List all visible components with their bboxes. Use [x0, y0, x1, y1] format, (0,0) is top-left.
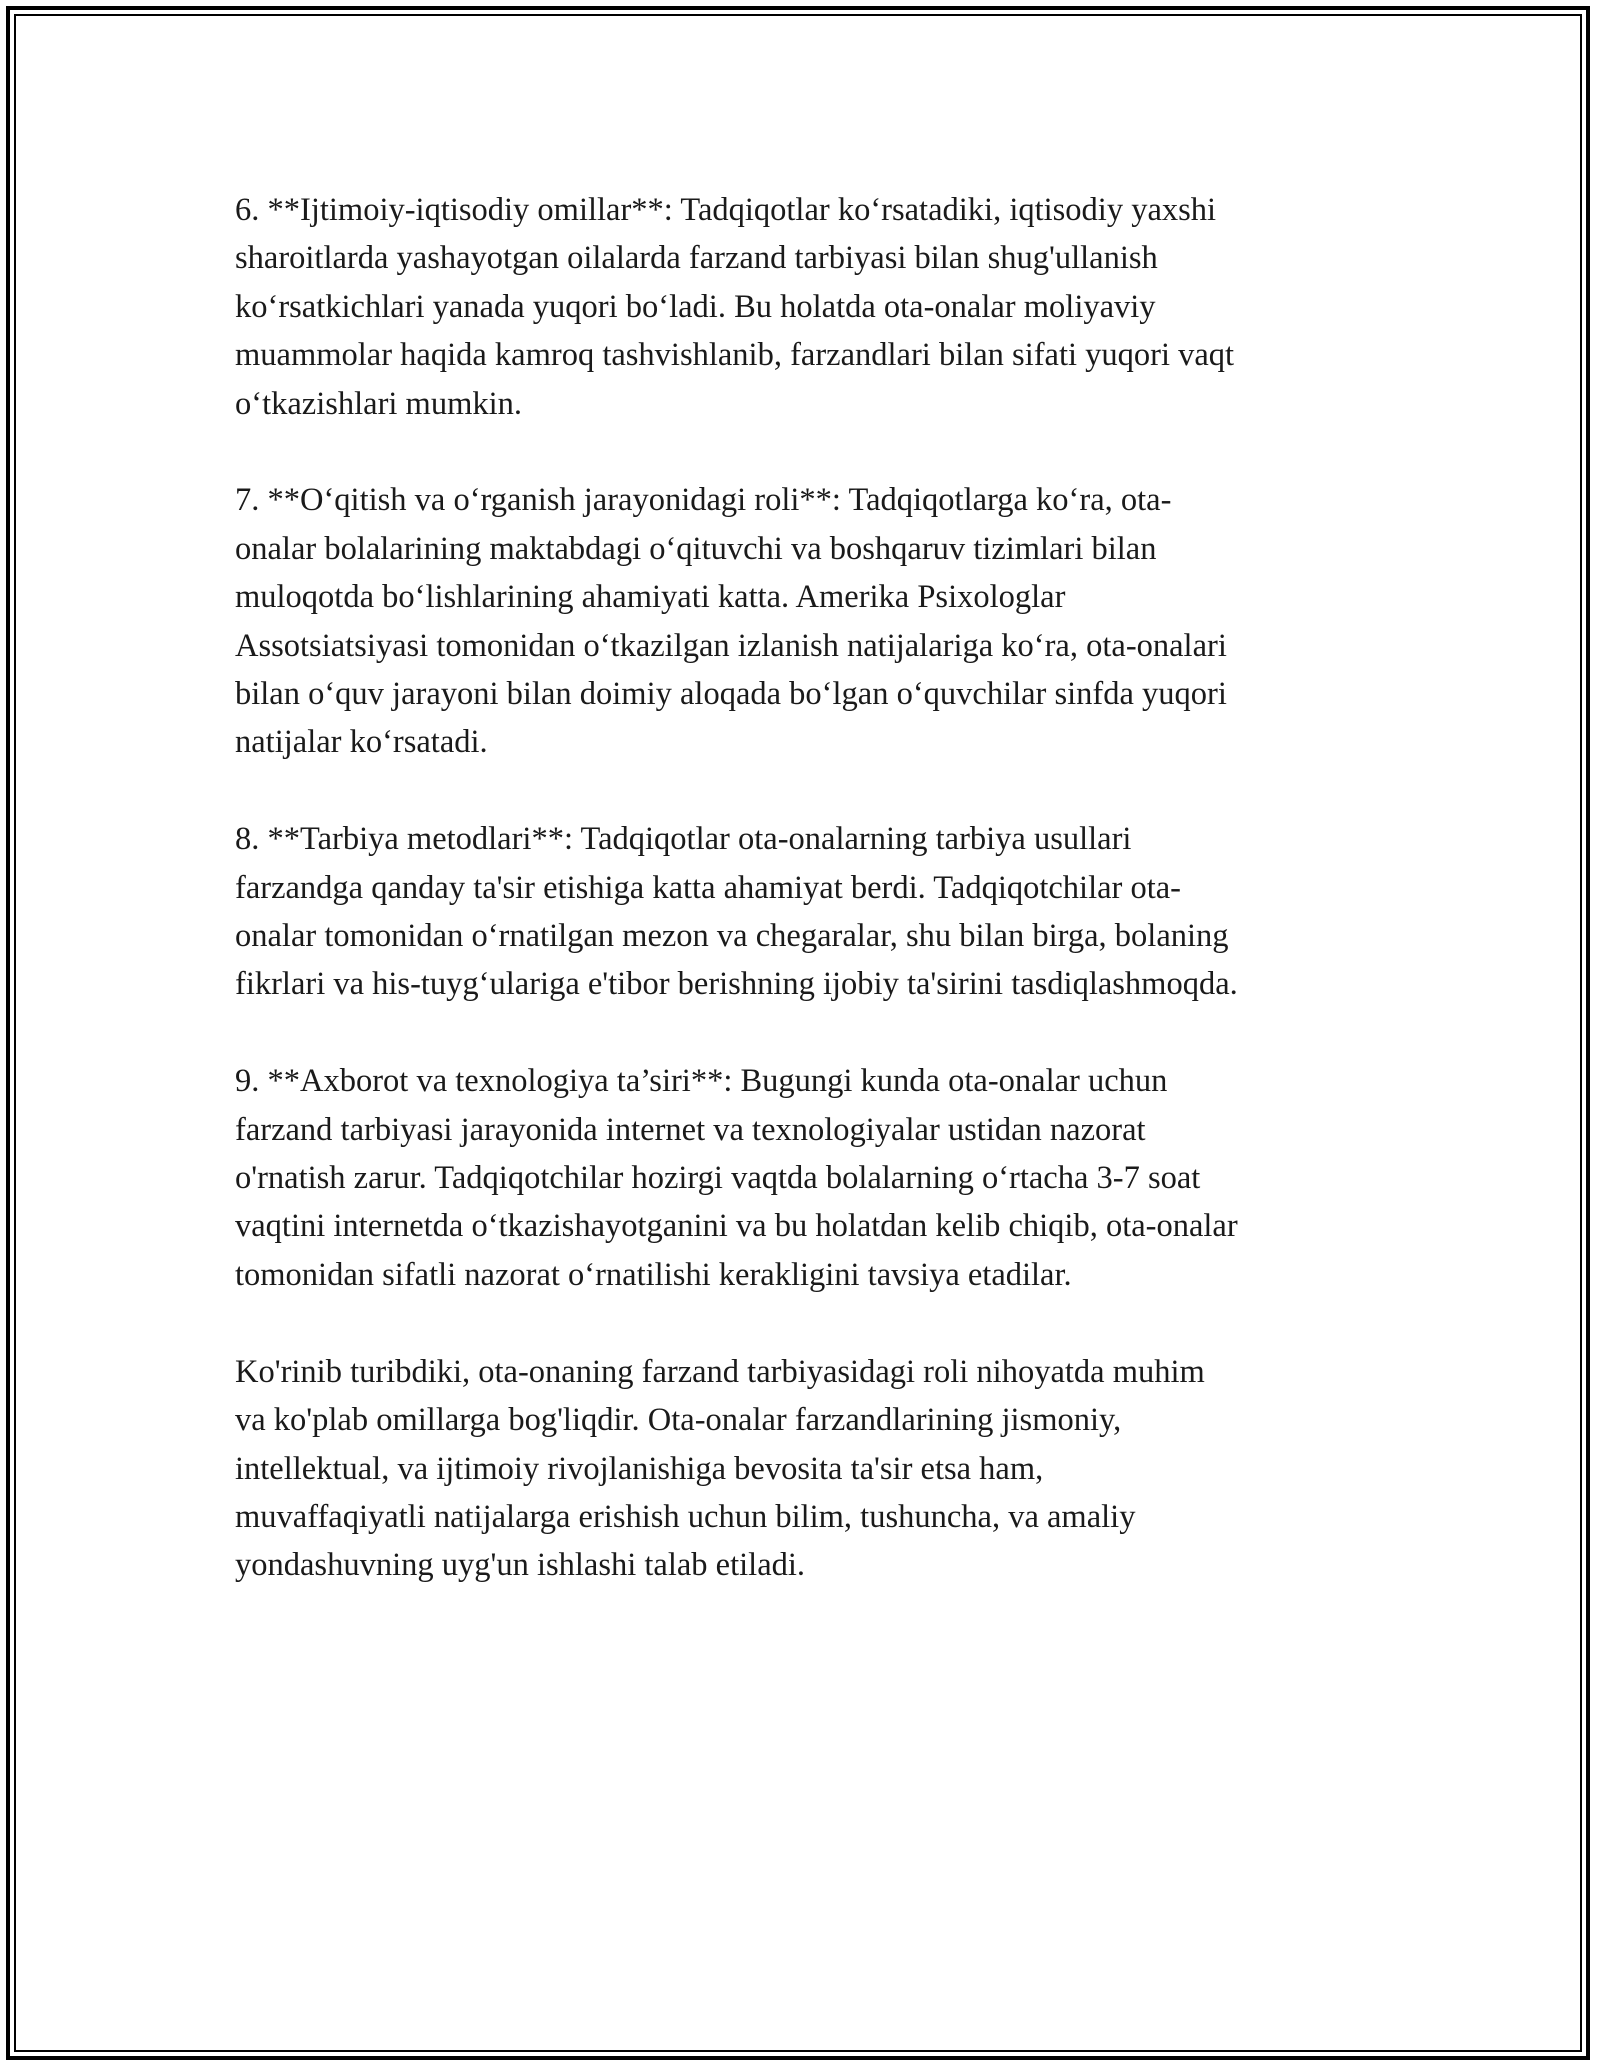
text-line: muloqotda boʻlishlarining ahamiyati katta. Amerika Psixologlar [235, 579, 1066, 616]
text-line: fikrlari va his-tuygʻulariga e'tibor berishning ijobiy ta'sirini tasdiqlashmoqda. [235, 966, 1238, 1003]
text-line: oʻtkazishlari mumkin. [235, 385, 523, 422]
text-line: intellektual, va ijtimoiy rivojlanishiga bevosita ta'sir etsa ham, [235, 1450, 1044, 1487]
text-line: tomonidan sifatli nazorat oʻrnatilishi kerakligini tavsiya etadilar. [235, 1256, 1072, 1293]
text-line: Assotsiatsiyasi tomonidan oʻtkazilgan izlanish natijalariga koʻra, ota-onalari [235, 627, 1227, 664]
text-line: 9. **Axborot va texnologiya ta’siri**: Bugungi kunda ota-onalar uchun [235, 1063, 1168, 1100]
paragraph-conclusion [235, 1348, 1380, 1590]
text-line: muammolar haqida kamroq tashvishlanib, farzandlari bilan sifati yuqori vaqt [235, 337, 1235, 374]
paragraph-learning-role [235, 476, 1380, 766]
text-line: farzand tarbiyasi jarayonida internet va texnologiyalar ustidan nazorat [235, 1111, 1146, 1148]
text-line: yondashuvning uyg'un ishlashi talab etiladi. [235, 1547, 806, 1584]
text-line: 8. **Tarbiya metodlari**: Tadqiqotlar ota-onalarning tarbiya usullari [235, 821, 1132, 858]
paragraph-information-technology [235, 1057, 1380, 1299]
text-line: o'rnatish zarur. Tadqiqotchilar hozirgi vaqtda bolalarning oʻrtacha 3-7 soat [235, 1160, 1201, 1197]
text-line: natijalar koʻrsatadi. [235, 724, 488, 761]
document-body [235, 186, 1380, 1638]
text-line: farzandga qanday ta'sir etishiga katta ahamiyat berdi. Tadqiqotchilar ota- [235, 869, 1182, 906]
text-line: va ko'plab omillarga bog'liqdir. Ota-onalar farzandlarining jismoniy, [235, 1402, 1122, 1439]
paragraph-upbringing-methods [235, 815, 1380, 1009]
paragraph-socioeconomic-factors [235, 186, 1380, 428]
text-line: 7. **Oʻqitish va oʻrganish jarayonidagi roli**: Tadqiqotlarga koʻra, ota- [235, 482, 1172, 519]
text-line: onalar tomonidan oʻrnatilgan mezon va chegaralar, shu bilan birga, bolaning [235, 918, 1229, 955]
text-line: vaqtini internetda oʻtkazishayotganini va bu holatdan kelib chiqib, ota-onalar [235, 1208, 1238, 1245]
text-line: bilan oʻquv jarayoni bilan doimiy aloqada boʻlgan oʻquvchilar sinfda yuqori [235, 676, 1227, 713]
text-line: sharoitlarda yashayotgan oilalarda farzand tarbiyasi bilan shug'ullanish [235, 240, 1158, 277]
text-line: koʻrsatkichlari yanada yuqori boʻladi. Bu holatda ota-onalar moliyaviy [235, 288, 1156, 325]
text-line: onalar bolalarining maktabdagi oʻqituvchi va boshqaruv tizimlari bilan [235, 530, 1157, 567]
text-line: Ko'rinib turibdiki, ota-onaning farzand tarbiyasidagi roli nihoyatda muhim [235, 1353, 1205, 1390]
text-line: 6. **Ijtimoiy-iqtisodiy omillar**: Tadqiqotlar koʻrsatadiki, iqtisodiy yaxshi [235, 192, 1217, 228]
text-line: muvaffaqiyatli natijalarga erishish uchun bilim, tushuncha, va amaliy [235, 1498, 1136, 1535]
